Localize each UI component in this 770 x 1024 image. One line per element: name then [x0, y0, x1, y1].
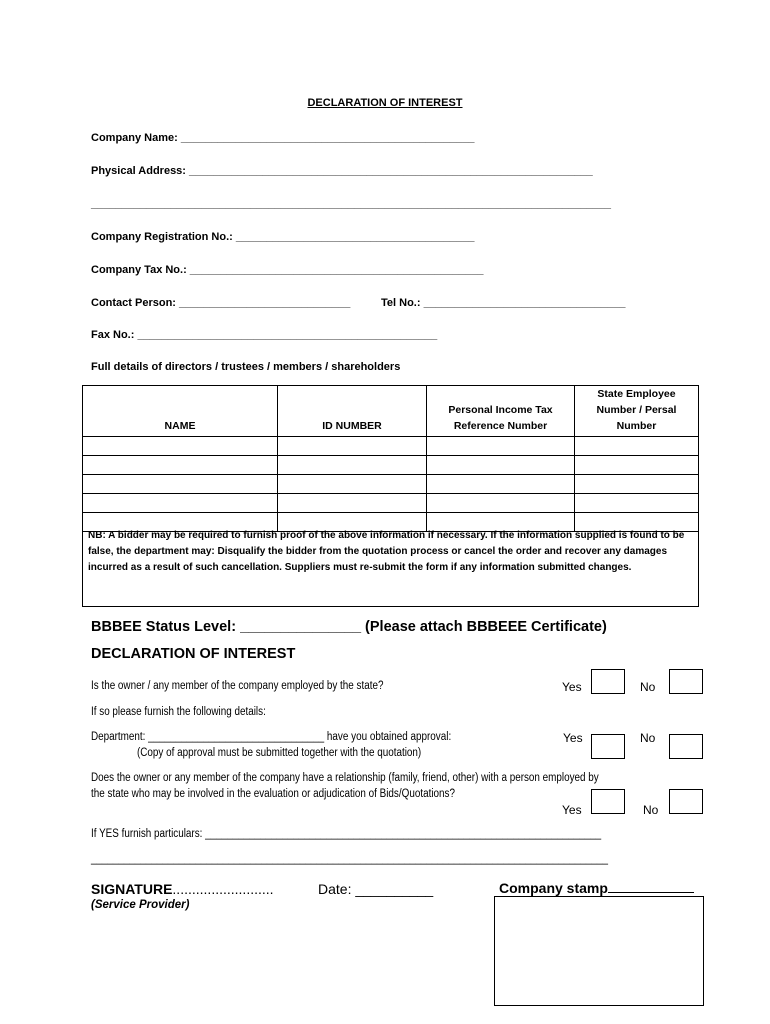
table-cell[interactable]	[427, 437, 575, 456]
yes-label: Yes	[563, 731, 583, 745]
header-tax-reference: Personal Income Tax Reference Number	[427, 386, 575, 437]
table-cell[interactable]	[575, 437, 699, 456]
table-cell[interactable]	[575, 494, 699, 513]
no-label: No	[643, 803, 659, 817]
table-cell[interactable]	[427, 494, 575, 513]
table-cell[interactable]	[83, 437, 278, 456]
no-checkbox[interactable]	[669, 734, 703, 759]
company-name-field[interactable]: Company Name: ________________________________________________	[91, 132, 475, 144]
no-checkbox[interactable]	[669, 789, 703, 814]
particulars-field[interactable]: If YES furnish particulars: ________________________________________________________________________	[91, 828, 602, 840]
service-provider-label: (Service Provider)	[91, 899, 190, 911]
no-label: No	[640, 731, 656, 745]
table-cell[interactable]	[83, 494, 278, 513]
date-field[interactable]: Date: __________	[318, 881, 434, 897]
table-row	[83, 494, 699, 513]
tax-no-field[interactable]: Company Tax No.: ________________________________________________	[91, 264, 484, 276]
no-checkbox[interactable]	[669, 669, 703, 694]
table-cell[interactable]	[278, 456, 427, 475]
table-header-row	[83, 386, 699, 437]
table-cell[interactable]	[427, 475, 575, 494]
contact-person-field[interactable]: Contact Person: ____________________________	[91, 297, 351, 309]
address-line2-field[interactable]: _____________________________________________________________________________________	[91, 198, 612, 210]
table-row	[83, 437, 699, 456]
yes-checkbox[interactable]	[591, 789, 625, 814]
question-relationship-line2: the state who may be involved in the evaluation or adjudication of Bids/Quotations?	[91, 788, 455, 800]
question-relationship-line1: Does the owner or any member of the company have a relationship (family, friend, other) with a person employed by	[91, 772, 599, 784]
company-stamp-text: Company stamp	[499, 880, 608, 896]
header-id-number: ID NUMBER	[278, 386, 427, 437]
followup-instruction: If so please furnish the following details:	[91, 706, 266, 718]
directors-heading: Full details of directors / trustees / members / shareholders	[91, 361, 401, 373]
stamp-underline	[608, 892, 694, 893]
company-stamp-box[interactable]	[494, 896, 704, 1006]
declaration-heading: DECLARATION OF INTEREST	[91, 646, 296, 662]
signature-dots: ..........................	[172, 881, 274, 897]
company-stamp-label	[499, 880, 694, 896]
fax-no-field[interactable]: Fax No.: _________________________________________________	[91, 329, 438, 341]
yes-label: Yes	[562, 803, 582, 817]
table-cell[interactable]	[278, 437, 427, 456]
table-cell[interactable]	[575, 475, 699, 494]
table-cell[interactable]	[83, 475, 278, 494]
tel-no-field[interactable]: Tel No.: _________________________________	[381, 297, 626, 309]
header-name: NAME	[83, 386, 278, 437]
department-field[interactable]: Department: ________________________________ have you obtained approval:	[91, 731, 452, 743]
page-title: DECLARATION OF INTEREST	[307, 97, 463, 109]
table-cell[interactable]	[427, 456, 575, 475]
table-cell[interactable]	[83, 456, 278, 475]
signature-label: SIGNATURE	[91, 881, 173, 897]
table-cell[interactable]	[575, 456, 699, 475]
directors-table	[82, 385, 699, 532]
table-row	[83, 456, 699, 475]
physical-address-field[interactable]: Physical Address: __________________________________________________________________	[91, 165, 593, 177]
question-employed-by-state: Is the owner / any member of the company employed by the state?	[91, 680, 384, 692]
bbbee-status-line[interactable]: BBBEE Status Level: _______________ (Please attach BBBEEE Certificate)	[91, 619, 607, 635]
table-cell[interactable]	[278, 494, 427, 513]
table-cell[interactable]	[278, 475, 427, 494]
signature-field[interactable]	[91, 881, 274, 897]
header-state-employee: State Employee Number / Persal Number	[575, 386, 699, 437]
yes-label: Yes	[562, 680, 582, 694]
table-row	[83, 475, 699, 494]
no-label: No	[640, 680, 656, 694]
particulars-line2-field[interactable]: ______________________________________________________________________________________________	[91, 853, 609, 865]
yes-checkbox[interactable]	[591, 669, 625, 694]
approval-note: (Copy of approval must be submitted together with the quotation)	[137, 747, 422, 759]
nb-notice: NB: A bidder may be required to furnish proof of the above information if necessary. If the information supplied is found to be false, the department may: Disqualify the bidder from the quotation process or cancel the order and recover any damages incurred as a result of such cancellation. Suppliers must re-submit the form if any information submitted changes.	[82, 524, 699, 607]
yes-checkbox[interactable]	[591, 734, 625, 759]
registration-no-field[interactable]: Company Registration No.: _______________________________________	[91, 231, 475, 243]
